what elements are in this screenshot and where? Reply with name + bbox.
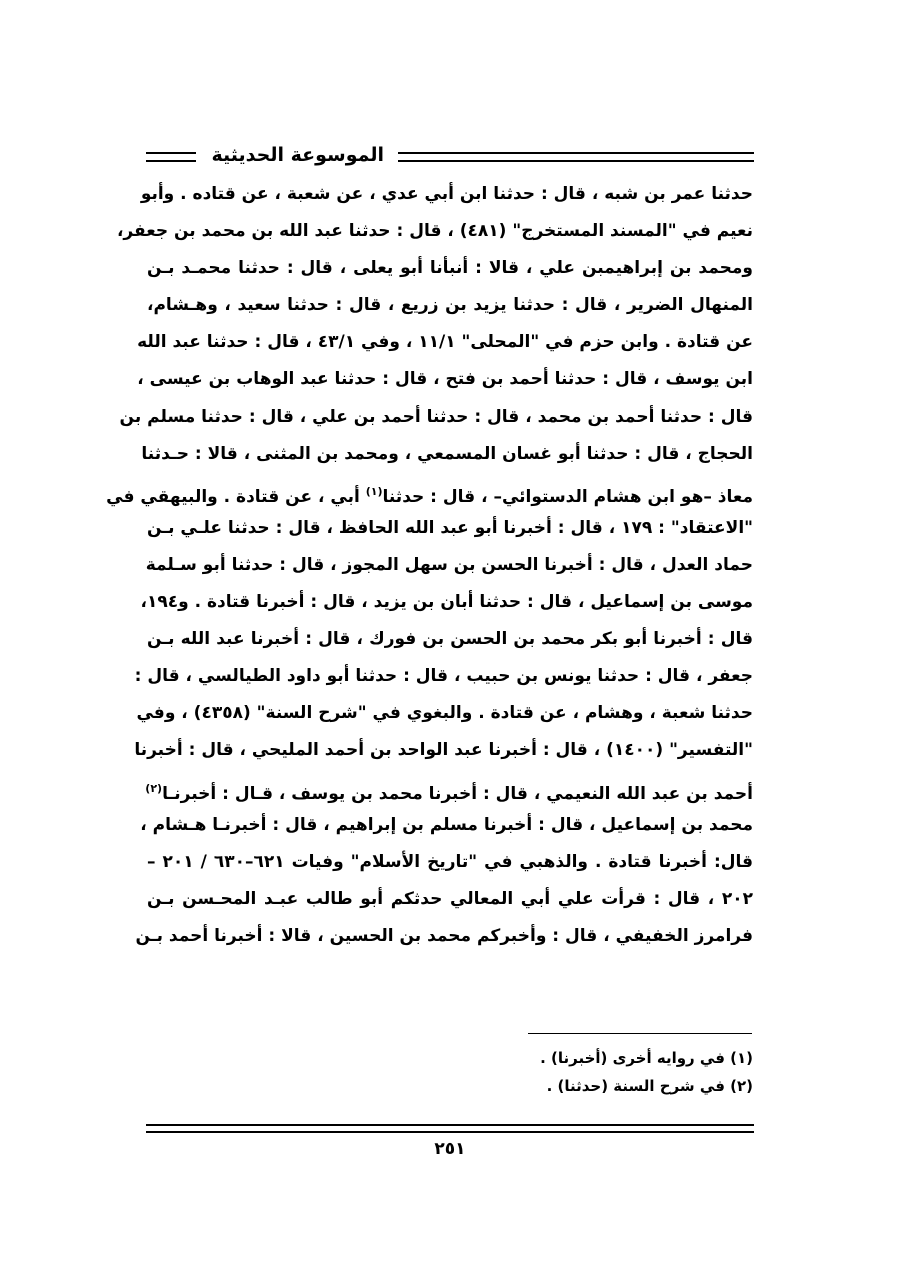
text-line: ٢٠٢ ، قال : قرأت علي أبي المعالي حدثكم أبو طالب عبـد المحـسن بـن (147, 888, 753, 909)
text-line: "الاعتقاد" : ١٧٩ ، قال : أخبرنا أبو عبد الله الحافظ ، قال : حدثنا علـي بـن (147, 517, 753, 538)
footnote-separator (528, 1033, 752, 1034)
running-title: الموسوعة الحديثية (211, 144, 384, 166)
text-line: عن قتادة . وابن حزم في "المحلى" ١١/١ ، وفي ٤٣/١ ، قال : حدثنا عبد الله (137, 332, 753, 353)
footer-rule (146, 1124, 754, 1133)
text-line: ومحمد بن إبراهيمبن علي ، قالا : أنبأنا أبو يعلى ، قال : حدثنا محمـد بـن (147, 258, 753, 279)
footnote-item: (١) في روايه أخرى (أخبرنا) . (540, 1049, 753, 1067)
text-line: حماد العدل ، قال : أخبرنا الحسن بن سهل المجوز ، قال : حدثنا أبو سـلمة (145, 554, 753, 575)
text-line: حدثنا عمر بن شبه ، قال : حدثنا ابن أبي عدي ، عن شعبة ، عن قتاده . وأبو (140, 184, 753, 204)
footnotes (147, 1044, 753, 1100)
header-rule-left (146, 152, 196, 162)
footnote-item: (٢) في شرح السنة (حدثنا) . (546, 1077, 753, 1095)
text-line: قال : أخبرنا أبو بكر محمد بن الحسن بن فورك ، قال : أخبرنا عبد الله بـن (147, 629, 753, 650)
text-line: نعيم في "المسند المستخرج" (٤٨١) ، قال : حدثنا عبد الله بن محمد بن جعفر، (116, 221, 753, 242)
text-line: جعفر ، قال : حدثنا يونس بن حبيب ، قال : حدثنا أبو داود الطيالسي ، قال : (134, 666, 753, 687)
text-line: محمد بن إسماعيل ، قال : أخبرنا مسلم بن إبراهيم ، قال : أخبرنـا هـشام ، (140, 814, 753, 835)
text-line: فرامرز الخفيفي ، قال : وأخبركم محمد بن الحسين ، قالا : أخبرنا أحمد بـن (135, 925, 753, 946)
text-line: أحمد بن عبد الله النعيمي ، قال : أخبرنا محمد بن يوسف ، قـال : أخبرنـا$^{(٢)}$ (145, 781, 753, 804)
header-rule-right (398, 152, 754, 162)
page-header (146, 140, 754, 170)
text-line: موسى بن إسماعيل ، قال : حدثنا أبان بن يزيد ، قال : أخبرنا قتادة . و١٩٤، (140, 592, 753, 613)
text-line: قال: أخبرنا قتادة . والذهبي في "تاريخ الأسلام" وفيات ٦٢١–٦٣٠ / ٢٠١ – (147, 851, 754, 872)
text-line: قال : حدثنا أحمد بن محمد ، قال : حدثنا أحمد بن علي ، قال : حدثنا مسلم بن (119, 406, 753, 427)
text-line: حدثنا شعبة ، وهشام ، عن قتادة . والبغوي في "شرح السنة" (٤٣٥٨) ، وفي (136, 703, 753, 724)
text-line: الحجاج ، قال : حدثنا أبو غسان المسمعي ، ومحمد بن المثنى ، قالا : حـدثنا (141, 443, 753, 464)
footnote-reference: (٢) (145, 781, 163, 795)
text-line: ابن يوسف ، قال : حدثنا أحمد بن فتح ، قال : حدثنا عبد الوهاب بن عيسى ، (137, 369, 753, 390)
footnote-reference: (١) (365, 484, 383, 498)
main-text (106, 176, 754, 955)
text-line: المنهال الضرير ، قال : حدثنا يزيد بن زريع ، قال : حدثنا سعيد ، وهـشام، (147, 295, 753, 316)
page-number: ٢٥١ (434, 1139, 466, 1159)
text-line: معاذ –هو ابن هشام الدستوائي– ، قال : حدثنا$^{(١)}$ أبي ، عن قتادة . والبيهقي في (106, 484, 753, 507)
text-line: "التفسير" (١٤٠٠) ، قال : أخبرنا عبد الواحد بن أحمد المليحي ، قال : أخبرنا (134, 740, 753, 761)
